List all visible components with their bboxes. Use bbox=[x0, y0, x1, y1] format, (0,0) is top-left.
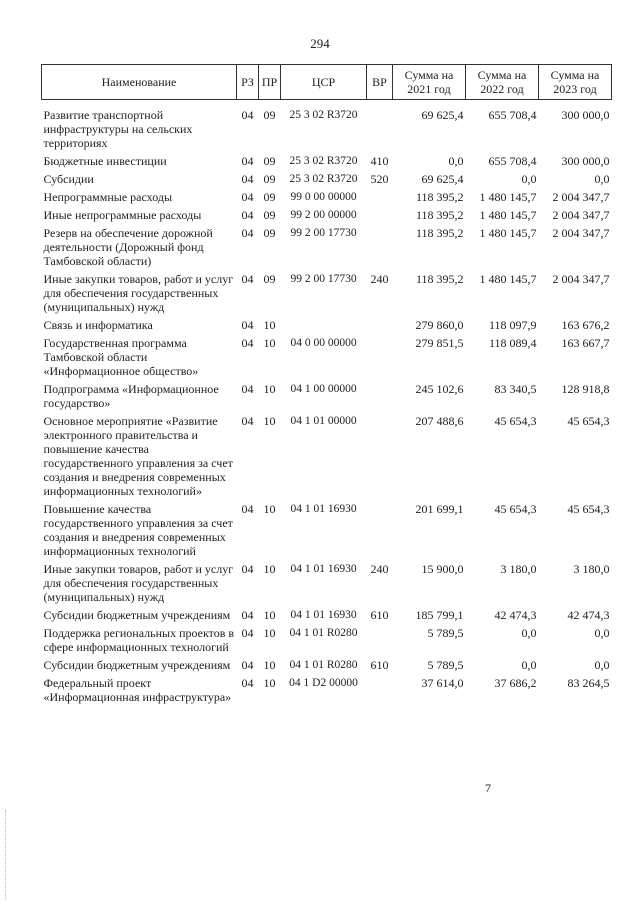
row-sum-2021: 69 625,4 bbox=[421, 108, 464, 122]
row-pr: 09 bbox=[263, 272, 276, 286]
table-row bbox=[42, 414, 612, 502]
row-pr: 10 bbox=[263, 502, 276, 516]
header-sum-2021: Сумма на 2021 год bbox=[393, 65, 466, 100]
row-csr: 04 1 01 16930 bbox=[290, 563, 357, 575]
row-name: Иные непрограммные расходы bbox=[43, 208, 202, 222]
row-csr: 04 1 01 R0280 bbox=[289, 659, 358, 671]
row-sum-2023: 128 918,8 bbox=[561, 382, 610, 396]
row-csr: 25 3 02 R3720 bbox=[289, 173, 358, 185]
row-sum-2023: 2 004 347,7 bbox=[552, 190, 610, 204]
table-row bbox=[42, 272, 612, 318]
table-row bbox=[42, 608, 612, 626]
header-sum-2023: Сумма на 2023 год bbox=[539, 65, 612, 100]
table-row bbox=[42, 658, 612, 676]
row-sum-2022: 0,0 bbox=[521, 626, 537, 640]
row-pr: 09 bbox=[263, 108, 276, 122]
header-rz: РЗ bbox=[237, 65, 259, 100]
table-row bbox=[42, 100, 612, 155]
table-row bbox=[42, 318, 612, 336]
row-pr: 10 bbox=[263, 336, 276, 350]
row-vr bbox=[367, 414, 393, 502]
row-sum-2021: 279 860,0 bbox=[415, 318, 464, 332]
row-sum-2022: 83 340,5 bbox=[494, 382, 537, 396]
row-sum-2021: 5 789,5 bbox=[427, 626, 464, 640]
row-name: Поддержка региональных проектов в сфере информационных технологий bbox=[43, 626, 235, 654]
table-row bbox=[42, 226, 612, 272]
row-sum-2021: 118 395,2 bbox=[415, 272, 464, 286]
row-vr bbox=[367, 336, 393, 382]
row-pr: 10 bbox=[263, 676, 276, 690]
row-csr: 25 3 02 R3720 bbox=[289, 155, 358, 167]
row-csr: 04 1 D2 00000 bbox=[289, 677, 358, 689]
row-sum-2023: 83 264,5 bbox=[567, 676, 610, 690]
header-csr: ЦСР bbox=[281, 65, 367, 100]
row-sum-2022: 118 089,4 bbox=[488, 336, 537, 350]
table-row bbox=[42, 562, 612, 608]
header-sum-2022: Сумма на 2022 год bbox=[466, 65, 539, 100]
row-sum-2021: 118 395,2 bbox=[415, 190, 464, 204]
row-pr: 09 bbox=[263, 226, 276, 240]
page-number: 294 bbox=[310, 36, 330, 51]
row-name: Основное мероприятие «Развитие электронного правительства и повышение качества государственного управления за счет создания и внедрения современных информационных технологий» bbox=[43, 414, 233, 498]
row-pr: 10 bbox=[263, 562, 276, 576]
row-rz: 04 bbox=[241, 608, 254, 622]
row-rz: 04 bbox=[241, 172, 254, 186]
row-rz: 04 bbox=[241, 154, 254, 168]
row-csr: 04 1 01 R0280 bbox=[289, 627, 358, 639]
table-row bbox=[42, 502, 612, 562]
row-pr: 09 bbox=[263, 154, 276, 168]
row-name: Развитие транспортной инфраструктуры на сельских территориях bbox=[43, 108, 193, 150]
row-sum-2022: 42 474,3 bbox=[494, 608, 537, 622]
row-name: Бюджетные инвестиции bbox=[43, 154, 167, 168]
row-vr bbox=[367, 208, 393, 226]
row-sum-2022: 655 708,4 bbox=[488, 108, 537, 122]
row-sum-2022: 45 654,3 bbox=[494, 502, 537, 516]
row-name: Повышение качества государственного управления за счет создания и внедрения современных информационных технологий bbox=[43, 502, 233, 558]
table-row bbox=[42, 676, 612, 708]
row-sum-2023: 42 474,3 bbox=[567, 608, 610, 622]
row-sum-2021: 245 102,6 bbox=[415, 382, 464, 396]
row-sum-2023: 300 000,0 bbox=[561, 108, 610, 122]
row-vr: 520 bbox=[370, 172, 389, 186]
header-name: Наименование bbox=[42, 65, 237, 100]
row-name: Непрограммные расходы bbox=[43, 190, 173, 204]
row-vr: 610 bbox=[370, 658, 389, 672]
row-name: Иные закупки товаров, работ и услуг для обеспечения государственных (муниципальных) нужд bbox=[43, 272, 234, 314]
row-csr: 04 1 01 16930 bbox=[290, 609, 357, 621]
row-vr: 240 bbox=[370, 562, 389, 576]
row-pr: 10 bbox=[263, 382, 276, 396]
row-vr bbox=[367, 626, 393, 658]
footer-mark: 7 bbox=[485, 781, 491, 795]
row-rz: 04 bbox=[241, 382, 254, 396]
row-rz: 04 bbox=[241, 336, 254, 350]
row-name: Государственная программа Тамбовской области «Информационное общество» bbox=[43, 336, 199, 378]
row-sum-2023: 0,0 bbox=[594, 626, 610, 640]
row-pr: 10 bbox=[263, 318, 276, 332]
row-name: Федеральный проект «Информационная инфраструктура» bbox=[43, 676, 232, 704]
row-sum-2021: 118 395,2 bbox=[415, 226, 464, 240]
row-sum-2022: 0,0 bbox=[521, 172, 537, 186]
table-row bbox=[42, 208, 612, 226]
row-rz: 04 bbox=[241, 108, 254, 122]
row-name: Субсидии бюджетным учреждениям bbox=[43, 658, 231, 672]
row-vr bbox=[367, 100, 393, 155]
row-vr bbox=[367, 502, 393, 562]
row-name: Резерв на обеспечение дорожной деятельности (Дорожный фонд Тамбовской области) bbox=[43, 226, 213, 268]
row-csr bbox=[281, 318, 367, 336]
row-rz: 04 bbox=[241, 502, 254, 516]
row-pr: 09 bbox=[263, 190, 276, 204]
row-csr: 04 1 00 00000 bbox=[290, 383, 357, 395]
row-sum-2021: 279 851,5 bbox=[415, 336, 464, 350]
row-csr: 99 2 00 00000 bbox=[290, 209, 357, 221]
row-name: Подпрограмма «Информационное государство» bbox=[43, 382, 219, 410]
table-row bbox=[42, 382, 612, 414]
row-vr bbox=[367, 190, 393, 208]
row-sum-2021: 185 799,1 bbox=[415, 608, 464, 622]
row-sum-2022: 1 480 145,7 bbox=[479, 226, 537, 240]
table-row bbox=[42, 626, 612, 658]
row-pr: 10 bbox=[263, 414, 276, 428]
row-sum-2021: 207 488,6 bbox=[415, 414, 464, 428]
row-name: Субсидии бюджетным учреждениям bbox=[43, 608, 231, 622]
row-sum-2021: 15 900,0 bbox=[421, 562, 464, 576]
row-csr: 99 2 00 17730 bbox=[290, 227, 357, 239]
row-name: Связь и информатика bbox=[43, 318, 153, 332]
row-sum-2023: 45 654,3 bbox=[567, 502, 610, 516]
row-rz: 04 bbox=[241, 414, 254, 428]
row-sum-2021: 37 614,0 bbox=[421, 676, 464, 690]
row-csr: 04 0 00 00000 bbox=[290, 337, 357, 349]
row-csr: 04 1 01 00000 bbox=[290, 415, 357, 427]
table-row bbox=[42, 172, 612, 190]
row-rz: 04 bbox=[241, 190, 254, 204]
row-rz: 04 bbox=[241, 658, 254, 672]
row-sum-2023: 0,0 bbox=[594, 658, 610, 672]
scan-edge-marks bbox=[5, 810, 8, 900]
row-vr: 610 bbox=[370, 608, 389, 622]
row-sum-2022: 118 097,9 bbox=[488, 318, 537, 332]
row-sum-2023: 300 000,0 bbox=[561, 154, 610, 168]
row-sum-2022: 1 480 145,7 bbox=[479, 190, 537, 204]
row-sum-2022: 655 708,4 bbox=[488, 154, 537, 168]
row-sum-2022: 37 686,2 bbox=[494, 676, 537, 690]
row-rz: 04 bbox=[241, 318, 254, 332]
row-pr: 10 bbox=[263, 658, 276, 672]
row-sum-2022: 1 480 145,7 bbox=[479, 208, 537, 222]
row-sum-2021: 118 395,2 bbox=[415, 208, 464, 222]
row-sum-2023: 3 180,0 bbox=[573, 562, 610, 576]
table-header-row bbox=[42, 65, 612, 100]
row-rz: 04 bbox=[241, 626, 254, 640]
row-sum-2023: 163 676,2 bbox=[561, 318, 610, 332]
row-pr: 09 bbox=[263, 172, 276, 186]
budget-table bbox=[41, 64, 612, 708]
row-vr bbox=[367, 226, 393, 272]
row-sum-2021: 5 789,5 bbox=[427, 658, 464, 672]
row-csr: 25 3 02 R3720 bbox=[289, 109, 358, 121]
row-vr: 410 bbox=[370, 154, 389, 168]
header-vr: ВР bbox=[367, 65, 393, 100]
row-vr bbox=[367, 318, 393, 336]
row-name: Субсидии bbox=[43, 172, 94, 186]
row-sum-2021: 69 625,4 bbox=[421, 172, 464, 186]
row-pr: 09 bbox=[263, 208, 276, 222]
row-rz: 04 bbox=[241, 676, 254, 690]
row-sum-2022: 1 480 145,7 bbox=[479, 272, 537, 286]
row-sum-2023: 45 654,3 bbox=[567, 414, 610, 428]
row-sum-2023: 2 004 347,7 bbox=[552, 272, 610, 286]
row-sum-2021: 201 699,1 bbox=[415, 502, 464, 516]
row-rz: 04 bbox=[241, 208, 254, 222]
row-rz: 04 bbox=[241, 562, 254, 576]
header-pr: ПР bbox=[259, 65, 281, 100]
row-sum-2022: 45 654,3 bbox=[494, 414, 537, 428]
row-vr: 240 bbox=[370, 272, 389, 286]
row-vr bbox=[367, 676, 393, 708]
row-sum-2021: 0,0 bbox=[448, 154, 464, 168]
table-row bbox=[42, 154, 612, 172]
row-pr: 10 bbox=[263, 626, 276, 640]
row-sum-2023: 0,0 bbox=[594, 172, 610, 186]
table-row bbox=[42, 336, 612, 382]
row-name: Иные закупки товаров, работ и услуг для обеспечения государственных (муниципальных) нужд bbox=[43, 562, 234, 604]
row-csr: 99 2 00 17730 bbox=[290, 273, 357, 285]
row-rz: 04 bbox=[241, 226, 254, 240]
row-sum-2022: 3 180,0 bbox=[500, 562, 537, 576]
row-sum-2022: 0,0 bbox=[521, 658, 537, 672]
row-csr: 04 1 01 16930 bbox=[290, 503, 357, 515]
row-sum-2023: 163 667,7 bbox=[561, 336, 610, 350]
row-vr bbox=[367, 382, 393, 414]
row-sum-2023: 2 004 347,7 bbox=[552, 208, 610, 222]
row-csr: 99 0 00 00000 bbox=[290, 191, 357, 203]
row-sum-2023: 2 004 347,7 bbox=[552, 226, 610, 240]
table-row bbox=[42, 190, 612, 208]
row-pr: 10 bbox=[263, 608, 276, 622]
row-rz: 04 bbox=[241, 272, 254, 286]
